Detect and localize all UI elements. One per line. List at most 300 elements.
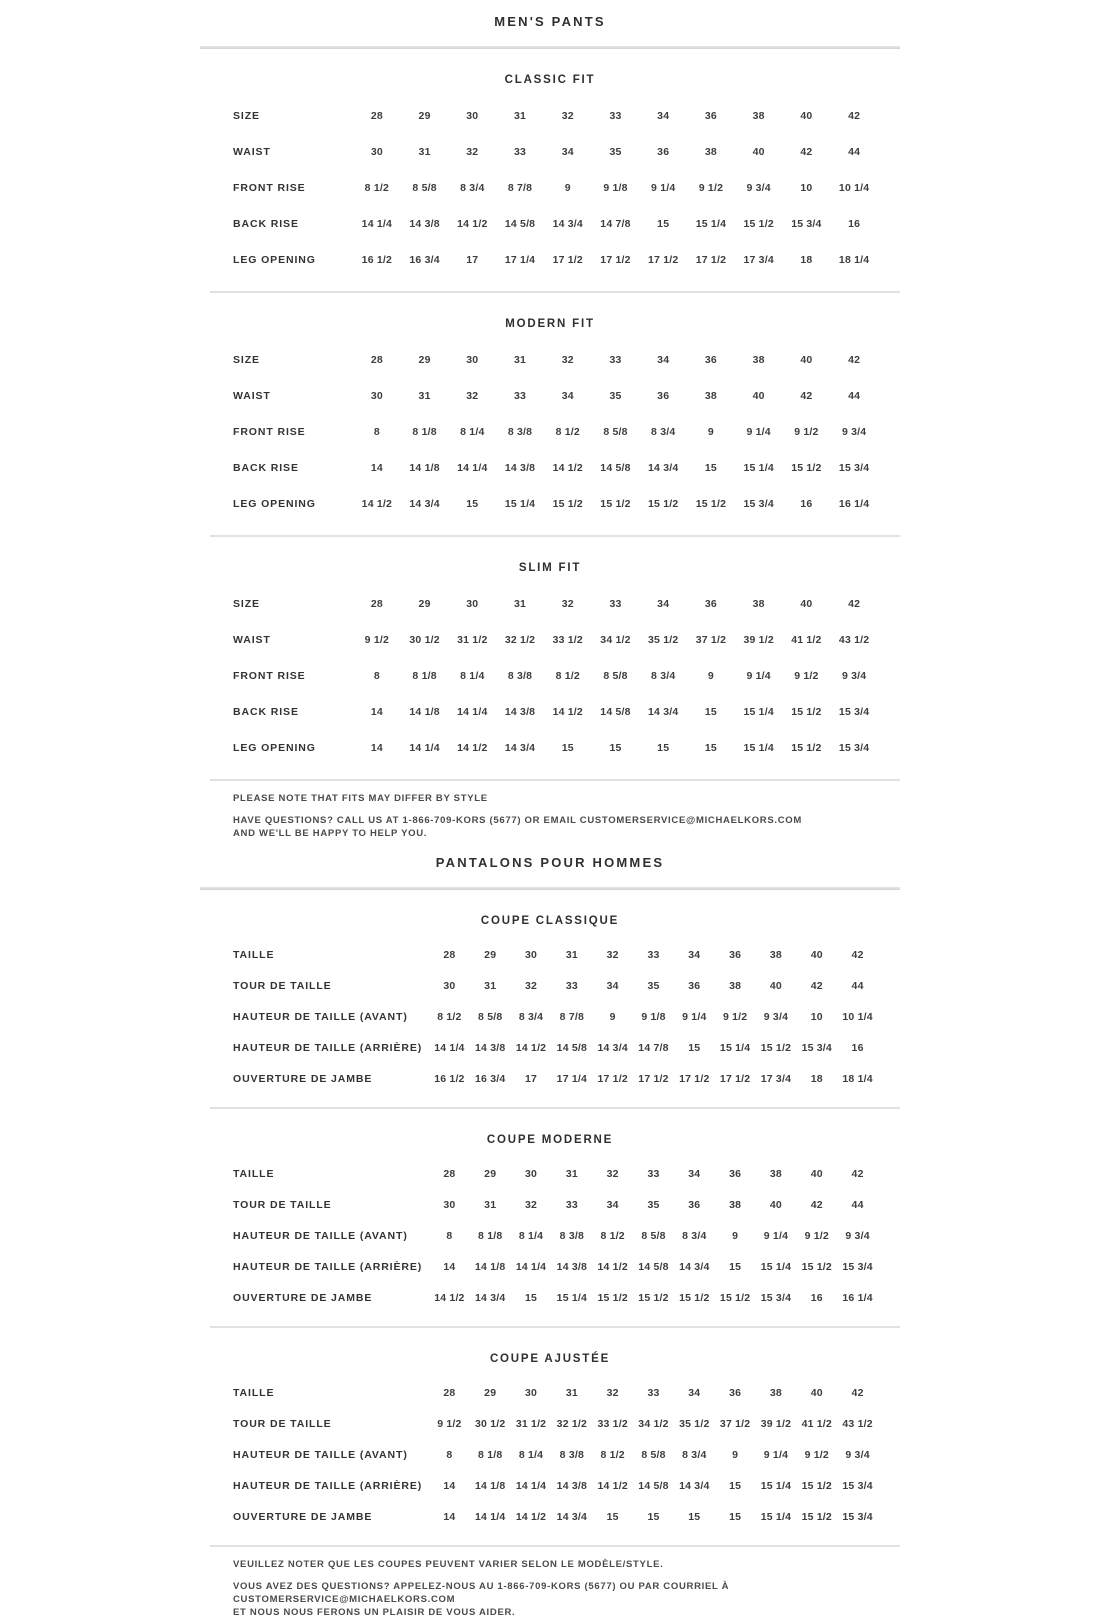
fit-section [200,890,900,1107]
cell-value: 32 1/2 [556,1417,588,1430]
note-line: VEUILLEZ NOTER QUE LES COUPES PEUVENT VARIER SELON LE MODÈLE/STYLE. [233,1559,664,1570]
row-label: TOUR DE TAILLE [233,979,332,992]
cell-value: 8 7/8 [559,1010,585,1023]
cell-value: 8 7/8 [507,182,533,194]
table-row [200,486,900,522]
cell-value: 44 [851,1198,864,1211]
cell-value: 34 1/2 [638,1417,669,1430]
cell-value: 34 1/2 [600,634,631,646]
cell-value: 33 [609,110,622,122]
cell-value: 30 [524,1167,538,1180]
cell-value: 9 3/4 [841,670,867,682]
cell-value: 36 [704,354,717,366]
row-label: TAILLE [233,1167,275,1180]
cell-value: 18 1/4 [838,254,870,266]
cell-value: 8 [373,670,380,682]
cell-value: 31 [484,979,497,992]
cell-value: 15 [729,1510,742,1523]
row-label: SIZE [233,354,260,366]
cell-value: 8 1/8 [412,670,437,682]
cell-value: 42 [848,598,861,610]
cell-value: 31 [565,1167,578,1180]
cell-value: 14 3/4 [597,1041,628,1054]
cell-value: 8 3/8 [559,1448,585,1461]
cell-value: 42 [848,110,861,122]
cell-value: 15 3/4 [842,1479,873,1492]
cell-value: 9 1/8 [641,1010,666,1023]
cell-value: 30 [466,598,479,610]
cell-value: 33 [565,979,578,992]
table-row [200,1001,900,1032]
cell-value: 15 1/4 [743,462,774,474]
cell-value: 15 [647,1510,660,1523]
cell-value: 8 1/2 [600,1448,625,1461]
cell-value: 40 [769,979,782,992]
cell-value: 38 [729,1198,742,1211]
cell-value: 15 1/2 [679,1291,710,1304]
cell-value: 41 1/2 [791,634,822,646]
cell-value: 10 [800,182,813,194]
cell-value: 33 [609,354,622,366]
cell-value: 15 1/2 [719,1291,751,1304]
cell-value: 14 [370,742,383,754]
cell-value: 17 1/2 [552,254,583,266]
cell-value: 33 1/2 [552,634,583,646]
row-label: TAILLE [233,948,275,961]
cell-value: 10 [810,1010,823,1023]
cell-value: 36 [688,979,701,992]
cell-value: 15 1/4 [556,1291,588,1304]
cell-value: 35 [609,390,622,402]
cell-value: 31 [565,1386,578,1399]
cell-value: 17 1/4 [504,254,536,266]
cell-value: 8 3/4 [651,426,676,438]
cell-value: 16 [851,1041,864,1054]
cell-value: 8 5/8 [641,1448,666,1461]
cell-value: 38 [769,1167,782,1180]
cell-value: 42 [800,146,813,158]
row-label: TAILLE [233,1386,275,1399]
cell-value: 9 3/4 [746,182,771,194]
cell-value: 16 3/4 [409,254,440,266]
cell-value: 36 [729,1167,742,1180]
cell-value: 16 1/2 [361,254,393,266]
cell-value: 29 [418,598,431,610]
cell-value: 8 5/8 [478,1010,503,1023]
cell-value: 31 1/2 [515,1417,547,1430]
cell-value: 15 1/2 [760,1041,792,1054]
row-label: LEG OPENING [233,254,316,266]
cell-value: 15 [657,218,670,230]
cell-value: 15 [606,1510,619,1523]
cell-value: 31 [513,110,527,122]
cell-value: 9 [732,1448,739,1461]
cell-value: 9 1/4 [763,1448,789,1461]
cell-value: 16 1/2 [434,1072,465,1085]
cell-value: 14 3/8 [556,1260,588,1273]
cell-value: 32 [561,354,574,366]
cell-value: 38 [769,948,782,961]
cell-value: 9 1/2 [364,634,390,646]
cell-value: 14 5/8 [556,1041,588,1054]
cell-value: 40 [800,598,813,610]
row-label: FRONT RISE [233,182,306,194]
cell-value: 15 1/4 [760,1510,792,1523]
cell-value: 14 3/8 [409,218,440,230]
table-row [200,242,900,278]
cell-value: 8 1/8 [412,426,437,438]
cell-value: 30 [370,390,383,402]
table-row [200,1501,900,1532]
table-row [200,1032,900,1063]
cell-value: 15 3/4 [838,462,870,474]
cell-value: 34 [561,146,574,158]
cell-value: 30 [370,146,383,158]
cell-value: 34 [561,390,574,402]
cell-value: 15 3/4 [842,1510,873,1523]
cell-value: 15 [524,1291,538,1304]
cell-value: 36 [657,146,670,158]
cell-value: 14 3/8 [504,706,536,718]
cell-value: 8 1/2 [600,1229,625,1242]
cell-value: 17 1/2 [638,1072,669,1085]
cell-value: 9 3/4 [841,426,867,438]
row-label: HAUTEUR DE TAILLE (AVANT) [233,1229,408,1242]
cell-value: 38 [729,979,742,992]
cell-value: 9 3/4 [845,1229,870,1242]
section-heading: COUPE CLASSIQUE [480,915,620,927]
cell-value: 14 1/4 [457,462,488,474]
cell-value: 17 1/2 [695,254,727,266]
cell-value: 32 1/2 [504,634,536,646]
cell-value: 15 1/2 [801,1260,832,1273]
cell-value: 33 1/2 [597,1417,628,1430]
cell-value: 8 3/4 [682,1448,707,1461]
cell-value: 14 1/2 [552,706,583,718]
note-line: PLEASE NOTE THAT FITS MAY DIFFER BY STYLE [233,793,488,804]
cell-value: 14 1/8 [475,1260,506,1273]
cell-value: 14 1/8 [409,706,440,718]
cell-value: 34 [688,1167,701,1180]
cell-value: 14 1/8 [475,1479,506,1492]
fit-section [200,1328,900,1545]
note-line: VOUS AVEZ DES QUESTIONS? APPELEZ-NOUS AU 1-866-709-KORS (5677) OU PAR COURRIEL À CUSTOMERSERVICE@MICHAELKORS.COM [233,1581,730,1605]
cell-value: 38 [769,1386,782,1399]
cell-value: 36 [729,948,742,961]
cell-value: 14 7/8 [638,1041,669,1054]
table-row [200,414,900,450]
row-label: BACK RISE [233,462,299,474]
table-row [200,1063,900,1094]
table-row [200,206,900,242]
cell-value: 28 [370,110,383,122]
cell-value: 33 [565,1198,578,1211]
cell-value: 17 [524,1072,538,1085]
cell-value: 17 1/2 [679,1072,710,1085]
cell-value: 8 3/4 [518,1010,544,1023]
cell-value: 9 1/4 [746,670,771,682]
cell-value: 34 [606,1198,619,1211]
cell-value: 9 [732,1229,739,1242]
row-label: BACK RISE [233,706,299,718]
cell-value: 44 [851,979,864,992]
cell-value: 38 [704,390,717,402]
row-label: WAIST [233,390,271,402]
cell-value: 15 1/2 [791,742,822,754]
cell-value: 8 1/2 [555,670,580,682]
cell-value: 15 1/2 [638,1291,669,1304]
section-heading: MODERN FIT [505,318,595,330]
cell-value: 8 3/8 [507,670,533,682]
cell-value: 9 1/2 [698,182,724,194]
section-heading: CLASSIC FIT [504,74,596,86]
cell-value: 8 5/8 [641,1229,666,1242]
cell-value: 15 3/4 [791,218,822,230]
cell-value: 14 1/2 [457,218,488,230]
cell-value: 40 [810,1167,823,1180]
cell-value: 9 3/4 [845,1448,870,1461]
cell-value: 15 1/4 [743,742,774,754]
table-row [200,1189,900,1220]
table-row [200,694,900,730]
cell-value: 31 [565,948,578,961]
cell-value: 8 3/4 [651,670,676,682]
cell-value: 8 3/8 [559,1229,585,1242]
section-divider [210,1545,900,1547]
cell-value: 30 [466,354,479,366]
cell-value: 37 1/2 [719,1417,751,1430]
table-row [200,134,900,170]
table-row [200,970,900,1001]
cell-value: 44 [848,146,861,158]
cell-value: 38 [752,598,765,610]
cell-value: 9 1/8 [603,182,628,194]
section-heading: COUPE AJUSTÉE [489,1353,611,1365]
cell-value: 16 [810,1291,823,1304]
cell-value: 28 [443,1386,456,1399]
cell-value: 14 1/2 [515,1510,547,1523]
cell-value: 14 1/2 [361,498,393,510]
table-row [200,450,900,486]
cell-value: 38 [752,110,765,122]
cell-value: 8 1/4 [518,1448,544,1461]
cell-value: 33 [513,146,527,158]
table-row [200,1408,900,1439]
section-heading: SLIM FIT [518,562,582,574]
cell-value: 39 1/2 [760,1417,792,1430]
table-row [200,1282,900,1313]
cell-value: 30 [466,110,479,122]
english-size-tables [200,49,900,781]
cell-value: 15 3/4 [838,742,870,754]
cell-value: 9 [609,1010,616,1023]
cell-value: 9 [564,182,571,194]
cell-value: 36 [704,110,717,122]
cell-value: 30 [443,979,456,992]
cell-value: 14 5/8 [600,462,631,474]
cell-value: 34 [688,948,701,961]
cell-value: 14 3/8 [475,1041,506,1054]
cell-value: 14 5/8 [638,1479,669,1492]
cell-value: 29 [484,1167,497,1180]
cell-value: 15 1/2 [791,706,822,718]
cell-value: 43 1/2 [842,1417,873,1430]
row-label: TOUR DE TAILLE [233,1198,332,1211]
cell-value: 14 3/4 [475,1291,506,1304]
cell-value: 8 3/4 [460,182,485,194]
cell-value: 14 [370,706,383,718]
cell-value: 34 [657,110,670,122]
cell-value: 17 1/2 [719,1072,751,1085]
cell-value: 14 3/4 [409,498,440,510]
cell-value: 16 [800,498,813,510]
cell-value: 31 [513,598,527,610]
fit-section [200,49,900,291]
cell-value: 34 [688,1386,701,1399]
cell-value: 17 1/2 [600,254,631,266]
row-label: OUVERTURE DE JAMBE [233,1072,373,1085]
cell-value: 16 3/4 [475,1072,506,1085]
cell-value: 8 1/2 [555,426,580,438]
cell-value: 17 1/2 [597,1072,628,1085]
cell-value: 9 1/4 [763,1229,789,1242]
cell-value: 41 1/2 [801,1417,832,1430]
cell-value: 15 1/2 [743,218,774,230]
cell-value: 44 [848,390,861,402]
cell-value: 16 [848,218,861,230]
row-label: HAUTEUR DE TAILLE (ARRIÈRE) [233,1260,423,1273]
cell-value: 14 [370,462,383,474]
cell-value: 42 [851,1386,864,1399]
fit-section [200,293,900,535]
table-row [200,98,900,134]
cell-value: 8 1/2 [364,182,390,194]
cell-value: 9 1/2 [804,1229,829,1242]
cell-value: 9 1/2 [437,1417,462,1430]
page-title-fr: PANTALONS POUR HOMMES [435,855,665,870]
cell-value: 9 1/4 [682,1010,707,1023]
cell-value: 36 [657,390,670,402]
cell-value: 8 5/8 [603,670,628,682]
table-row [200,586,900,622]
cell-value: 42 [810,979,823,992]
cell-value: 32 [561,598,574,610]
cell-value: 9 [707,670,714,682]
cell-value: 14 3/4 [648,462,679,474]
section-heading: COUPE MODERNE [486,1134,614,1146]
table-row [200,1158,900,1189]
notes-en [200,792,900,840]
size-chart-page [200,0,900,1619]
cell-value: 8 3/4 [682,1229,707,1242]
cell-value: 35 [647,979,660,992]
cell-value: 15 [729,1479,742,1492]
cell-value: 9 1/2 [794,426,819,438]
note-line: ET NOUS NOUS FERONS UN PLAISIR DE VOUS AIDER. [233,1607,516,1618]
row-label: TOUR DE TAILLE [233,1417,332,1430]
table-row [200,622,900,658]
cell-value: 29 [418,110,431,122]
cell-value: 40 [769,1198,782,1211]
cell-value: 17 3/4 [743,254,774,266]
cell-value: 8 5/8 [412,182,437,194]
cell-value: 31 [513,354,527,366]
cell-value: 8 [446,1448,453,1461]
section-divider [210,779,900,781]
cell-value: 31 [418,146,431,158]
cell-value: 15 1/2 [597,1291,628,1304]
row-label: OUVERTURE DE JAMBE [233,1291,373,1304]
table-row [200,1251,900,1282]
cell-value: 17 [466,254,479,266]
cell-value: 10 1/4 [838,182,870,194]
cell-value: 15 3/4 [842,1260,873,1273]
row-label: WAIST [233,634,271,646]
note-line: AND WE'LL BE HAPPY TO HELP YOU. [233,828,428,839]
row-label: BACK RISE [233,218,299,230]
cell-value: 18 [800,254,813,266]
row-label: LEG OPENING [233,498,316,510]
cell-value: 15 [609,742,622,754]
cell-value: 15 3/4 [838,706,870,718]
row-label: OUVERTURE DE JAMBE [233,1510,373,1523]
cell-value: 40 [800,354,813,366]
cell-value: 9 3/4 [763,1010,789,1023]
fit-section [200,1109,900,1326]
cell-value: 14 1/4 [475,1510,506,1523]
row-label: SIZE [233,598,260,610]
cell-value: 14 1/4 [515,1260,547,1273]
table-row [200,170,900,206]
row-label: FRONT RISE [233,426,306,438]
cell-value: 14 5/8 [504,218,536,230]
cell-value: 35 [609,146,622,158]
cell-value: 14 [443,1479,456,1492]
cell-value: 8 3/8 [507,426,533,438]
cell-value: 8 1/4 [518,1229,544,1242]
cell-value: 32 [466,390,479,402]
cell-value: 36 [704,598,717,610]
cell-value: 37 1/2 [695,634,727,646]
cell-value: 33 [647,1167,660,1180]
cell-value: 15 1/2 [600,498,631,510]
cell-value: 15 1/4 [760,1260,792,1273]
cell-value: 33 [647,948,660,961]
cell-value: 31 [484,1198,497,1211]
cell-value: 8 1/8 [478,1448,503,1461]
cell-value: 18 [810,1072,823,1085]
cell-value: 14 [443,1510,456,1523]
cell-value: 14 3/4 [552,218,583,230]
cell-value: 10 1/4 [842,1010,873,1023]
cell-value: 42 [800,390,813,402]
fit-section [200,537,900,779]
cell-value: 35 1/2 [679,1417,710,1430]
cell-value: 14 1/4 [361,218,393,230]
cell-value: 8 1/4 [460,426,485,438]
table-row [200,1439,900,1470]
cell-value: 33 [609,598,622,610]
cell-value: 14 3/4 [679,1260,710,1273]
cell-value: 8 1/8 [478,1229,503,1242]
cell-value: 40 [800,110,813,122]
cell-value: 40 [810,948,823,961]
cell-value: 14 7/8 [600,218,631,230]
cell-value: 14 1/4 [434,1041,465,1054]
cell-value: 31 1/2 [457,634,488,646]
cell-value: 14 3/4 [504,742,536,754]
cell-value: 14 3/4 [556,1510,588,1523]
